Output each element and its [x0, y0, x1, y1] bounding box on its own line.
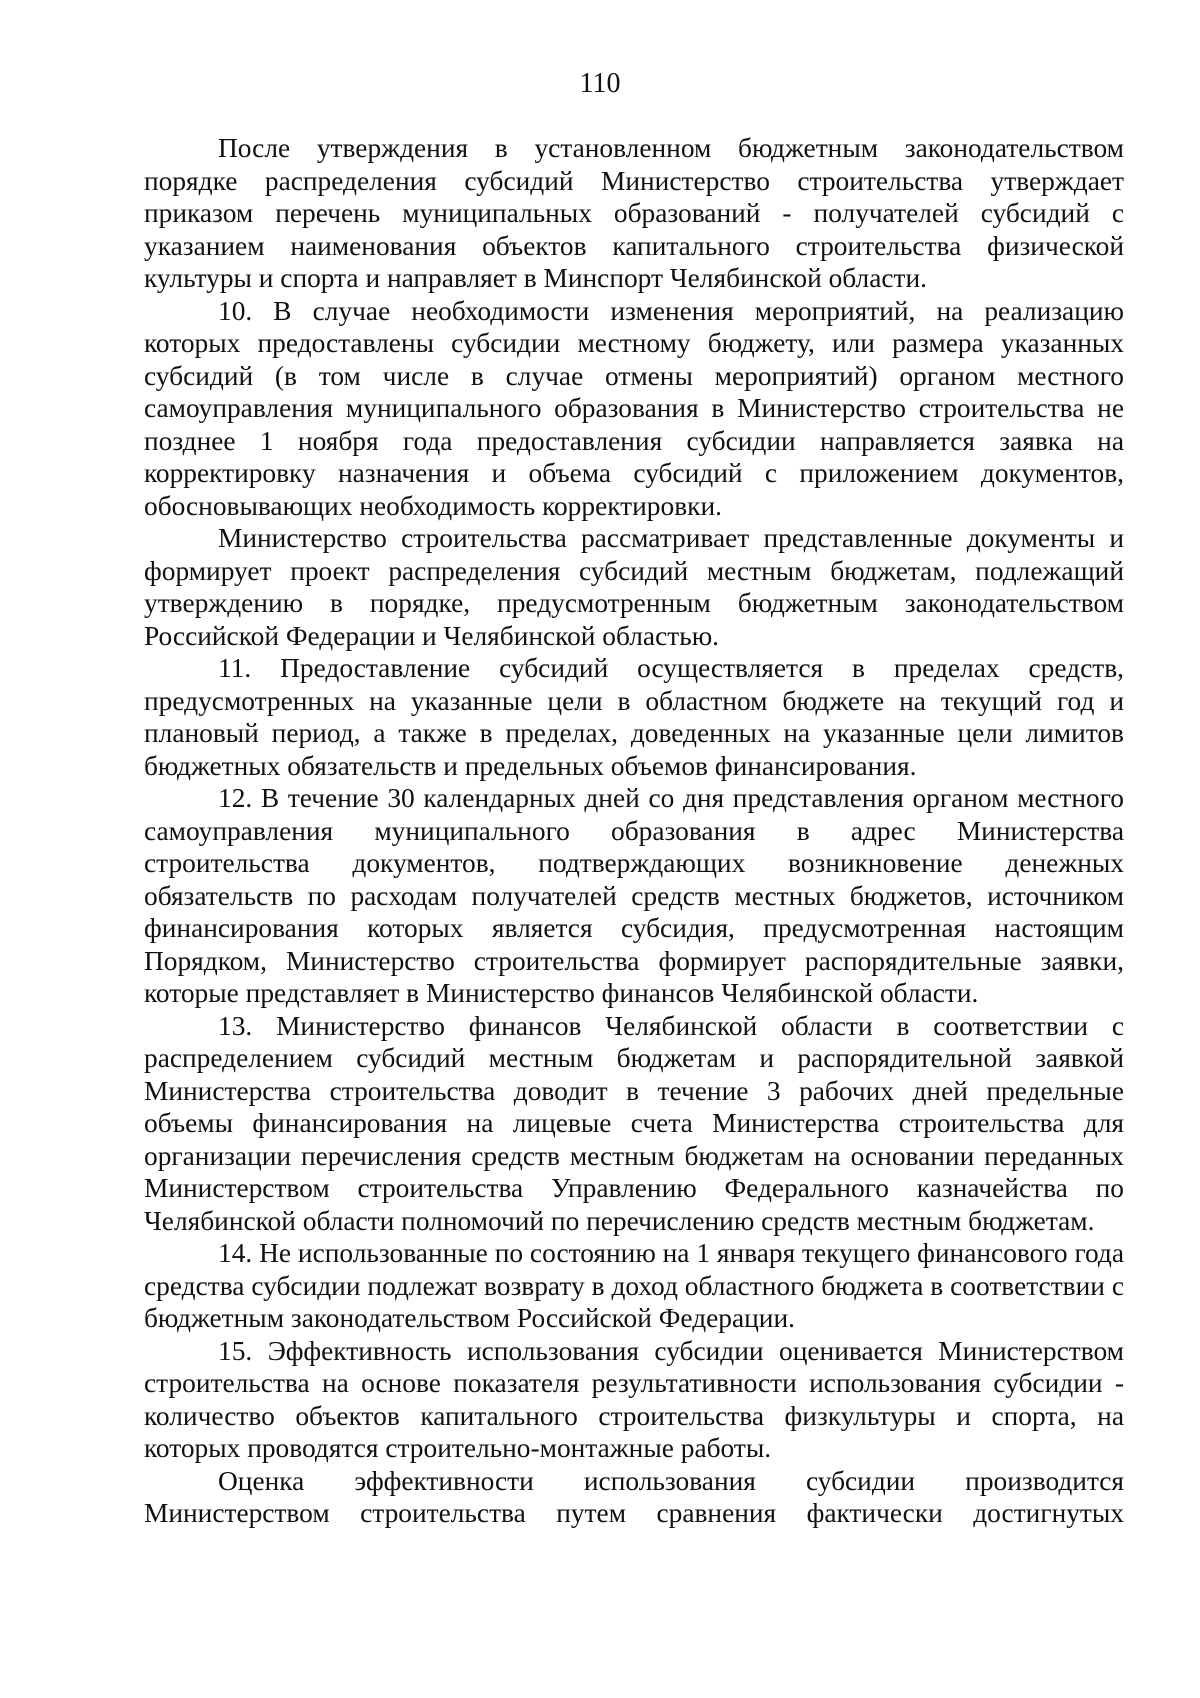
paragraph-13: 13. Министерство финансов Челябинской области в соответствии с распределением субсидий местным бюджетам и распорядительной заявкой Министерства строительства доводит в течение 3 рабочих дней предельные объемы финансирования на лицевые счета Министерства строительства для организации перечисления средств местным бюджетам на основании переданных Министерством строительства Управлению Федерального казначейства по Челябинской области полномочий по перечислению средств местным бюджетам. — [144, 1010, 1124, 1236]
paragraph-11: 11. Предоставление субсидий осуществляется в пределах средств, предусмотренных на указанные цели в областном бюджете на текущий год и плановый период, а также в пределах, доведенных на указанные цели лимитов бюджетных обязательств и предельных объемов финансирования. — [144, 653, 1124, 781]
paragraph-efficiency-assessment: Оценка эффективности использования субсидии производится Министерством строительства путем сравнения фактически достигнутых — [144, 1465, 1124, 1528]
paragraph-approval-order: После утверждения в установленном бюджетным законодательством порядке распределения субсидий Министерство строительства утверждает приказом перечень муниципальных образований - получателей субсидий с указанием наименования объектов капитального строительства физической культуры и спорта и направляет в Минспорт Челябинской области. — [144, 133, 1124, 293]
paragraph-12: 12. В течение 30 календарных дней со дня представления органом местного самоуправления муниципального образования в адрес Министерства строительства документов, подтверждающих возникновение денежных обязательств по расходам получателей средств местных бюджетов, источником финансирования которых является субсидия, предусмотренная настоящим Порядком, Министерство строительства формирует распорядительные заявки, которые представляет в Министерство финансов Челябинской области. — [144, 783, 1124, 1008]
paragraph-ministry-review: Министерство строительства рассматривает представленные документы и формирует проект распределения субсидий местным бюджетам, подлежащий утверждению в порядке, предусмотренным бюджетным законодательством Российской Федерации и Челябинской областью. — [144, 523, 1124, 651]
page-number: 110 — [579, 68, 621, 99]
document-body — [144, 132, 1124, 1530]
paragraph-10: 10. В случае необходимости изменения мероприятий, на реализацию которых предоставлены субсидии местному бюджету, или размера указанных субсидий (в том числе в случае отмены мероприятий) органом местного самоуправления муниципального образования в Министерство строительства не позднее 1 ноября года предоставления субсидии направляется заявка на корректировку назначения и объема субсидий с приложением документов, обосновывающих необходимость корректировки. — [144, 295, 1124, 521]
paragraph-14: 14. Не использованные по состоянию на 1 января текущего финансового года средства субсидии подлежат возврату в доход областного бюджета в соответствии с бюджетным законодательством Российской Федерации. — [144, 1238, 1124, 1333]
paragraph-15: 15. Эффективность использования субсидии оценивается Министерством строительства на основе показателя результативности использования субсидии - количество объектов капитального строительства физкультуры и спорта, на которых проводятся строительно-монтажные работы. — [144, 1335, 1124, 1463]
